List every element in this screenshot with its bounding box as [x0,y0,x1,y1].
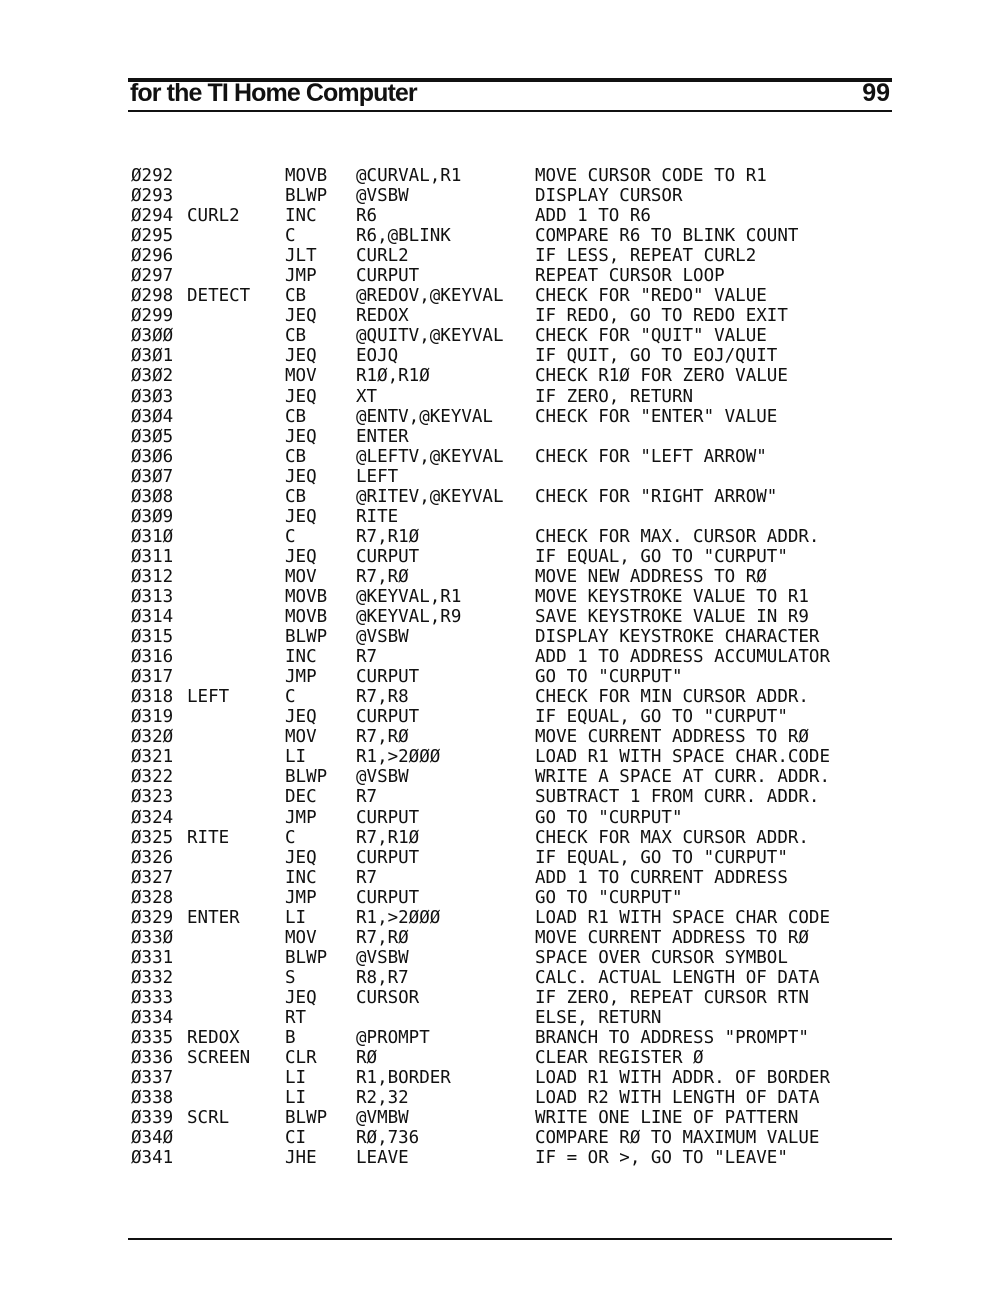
operand: @REDOV,@KEYVAL [356,286,504,307]
line-number: Ø32Ø [131,727,174,748]
opcode: JEQ [285,346,317,367]
line-number: Ø3Ø7 [131,466,174,487]
opcode: CLR [285,1048,317,1069]
listing-row [131,527,891,547]
listing-row [131,627,891,647]
opcode: JEQ [285,506,317,527]
opcode: JMP [285,807,317,828]
listing-row [131,567,891,587]
listing-row [131,467,891,487]
listing-row [131,647,891,667]
opcode: JEQ [285,306,317,327]
listing-row [131,1108,891,1128]
operand: @PROMPT [356,1028,430,1049]
operand: CURPUT [356,887,420,908]
comment: GO TO "CURPUT" [535,887,683,908]
listing-row [131,948,891,968]
operand: R2,32 [356,1088,409,1109]
operand: CURPUT [356,707,420,728]
comment: GO TO "CURPUT" [535,667,683,688]
comment: CHECK FOR "LEFT ARROW" [535,446,767,467]
line-number: Ø3Ø1 [131,346,174,367]
comment: ADD 1 TO ADDRESS ACCUMULATOR [535,647,831,668]
line-number: Ø322 [131,767,174,788]
line-number: Ø324 [131,807,174,828]
operand: REDOX [356,306,409,327]
operand: @KEYVAL,R9 [356,607,462,628]
comment: IF QUIT, GO TO EOJ/QUIT [535,346,778,367]
comment: LOAD R1 WITH ADDR. OF BORDER [535,1068,831,1089]
listing-row [131,306,891,326]
opcode: LI [285,1068,307,1089]
label: RITE [187,827,230,848]
opcode: CI [285,1128,307,1149]
line-number: Ø33Ø [131,927,174,948]
label: SCRL [187,1108,230,1129]
comment: SAVE KEYSTROKE VALUE IN R9 [535,607,809,628]
comment: CHECK FOR "QUIT" VALUE [535,326,767,347]
comment: IF = OR >, GO TO "LEAVE" [535,1148,788,1169]
listing-row [131,587,891,607]
comment: IF ZERO, REPEAT CURSOR RTN [535,987,809,1008]
listing-row [131,687,891,707]
listing-row [131,747,891,767]
opcode: CB [285,286,307,307]
operand: R8,R7 [356,967,409,988]
opcode: JEQ [285,847,317,868]
line-number: Ø293 [131,186,174,207]
listing-row [131,1128,891,1148]
line-number: Ø3Ø5 [131,426,174,447]
opcode: JMP [285,887,317,908]
comment: CHECK FOR "ENTER" VALUE [535,406,778,427]
opcode: MOV [285,566,317,587]
opcode: BLWP [285,627,328,648]
line-number: Ø331 [131,947,174,968]
opcode: BLWP [285,1108,328,1129]
opcode: CB [285,446,307,467]
operand: R1,>2ØØØ [356,907,441,928]
operand: R6 [356,206,378,227]
opcode: MOVB [285,586,328,607]
line-number: Ø316 [131,647,174,668]
line-number: Ø298 [131,286,174,307]
line-number: Ø333 [131,987,174,1008]
line-number: Ø326 [131,847,174,868]
operand: @VSBW [356,627,409,648]
listing-row [131,266,891,286]
running-title: for the TI Home Computer [130,79,417,107]
operand: R1Ø,R1Ø [356,366,430,387]
line-number: Ø339 [131,1108,174,1129]
operand: R7,RØ [356,727,409,748]
line-number: Ø332 [131,967,174,988]
listing-row [131,968,891,988]
operand: R7,RØ [356,566,409,587]
listing-row [131,206,891,226]
comment: COMPARE R6 TO BLINK COUNT [535,226,799,247]
operand: CURPUT [356,667,420,688]
listing-row [131,166,891,186]
comment: LOAD R1 WITH SPACE CHAR.CODE [535,747,831,768]
comment: MOVE CURRENT ADDRESS TO RØ [535,927,809,948]
opcode: C [285,827,296,848]
comment: MOVE CURSOR CODE TO R1 [535,166,767,186]
opcode: JLT [285,246,317,267]
listing-row [131,1028,891,1048]
opcode: JEQ [285,466,317,487]
line-number: Ø299 [131,306,174,327]
listing-row [131,487,891,507]
line-number: Ø323 [131,787,174,808]
header-bottom-rule [128,110,892,112]
opcode: DEC [285,787,317,808]
comment: MOVE CURRENT ADDRESS TO RØ [535,727,809,748]
listing-row [131,407,891,427]
operand: CURL2 [356,246,409,267]
line-number: Ø317 [131,667,174,688]
comment: IF LESS, REPEAT CURL2 [535,246,757,267]
line-number: Ø341 [131,1148,174,1169]
listing-row [131,988,891,1008]
label: REDOX [187,1028,240,1049]
line-number: Ø336 [131,1048,174,1069]
listing-row [131,387,891,407]
opcode: JEQ [285,707,317,728]
line-number: Ø3Ø4 [131,406,174,427]
comment: CHECK FOR MAX CURSOR ADDR. [535,827,809,848]
line-number: Ø3ØØ [131,326,174,347]
opcode: CB [285,406,307,427]
opcode: LI [285,747,307,768]
comment: IF EQUAL, GO TO "CURPUT" [535,546,788,567]
line-number: Ø296 [131,246,174,267]
opcode: INC [285,647,317,668]
label: CURL2 [187,206,240,227]
listing-row [131,868,891,888]
operand: LEFT [356,466,399,487]
comment: REPEAT CURSOR LOOP [535,266,725,287]
line-number: Ø3Ø3 [131,386,174,407]
line-number: Ø294 [131,206,174,227]
listing-row [131,1048,891,1068]
opcode: CB [285,326,307,347]
page-header [128,78,892,112]
comment: GO TO "CURPUT" [535,807,683,828]
opcode: JMP [285,667,317,688]
operand: @VSBW [356,767,409,788]
operand: R7 [356,647,378,668]
listing-row [131,607,891,627]
comment: IF REDO, GO TO REDO EXIT [535,306,788,327]
comment: IF EQUAL, GO TO "CURPUT" [535,707,788,728]
opcode: RT [285,1007,307,1028]
listing-row [131,888,891,908]
opcode: MOV [285,727,317,748]
operand: CURPUT [356,847,420,868]
opcode: C [285,687,296,708]
listing-row [131,286,891,306]
line-number: Ø327 [131,867,174,888]
operand: R7,R1Ø [356,526,420,547]
opcode: LI [285,1088,307,1109]
operand: R7,R8 [356,687,409,708]
line-number: Ø311 [131,546,174,567]
opcode: JEQ [285,546,317,567]
comment: CHECK FOR "RIGHT ARROW" [535,486,778,507]
listing-row [131,1148,891,1168]
comment: LOAD R2 WITH LENGTH OF DATA [535,1088,820,1109]
comment: SPACE OVER CURSOR SYMBOL [535,947,788,968]
line-number: Ø3Ø9 [131,506,174,527]
line-number: Ø338 [131,1088,174,1109]
line-number: Ø295 [131,226,174,247]
listing-row [131,427,891,447]
opcode: C [285,226,296,247]
comment: ELSE, RETURN [535,1007,662,1028]
operand: @QUITV,@KEYVAL [356,326,504,347]
line-number: Ø335 [131,1028,174,1049]
page-number: 99 [862,79,890,107]
comment: MOVE NEW ADDRESS TO RØ [535,566,767,587]
line-number: Ø314 [131,607,174,628]
opcode: JEQ [285,386,317,407]
operand: CURSOR [356,987,420,1008]
operand: XT [356,386,378,407]
operand: @LEFTV,@KEYVAL [356,446,504,467]
operand: @VSBW [356,186,409,207]
line-number: Ø312 [131,566,174,587]
listing-row [131,767,891,787]
listing-row [131,326,891,346]
comment: ADD 1 TO CURRENT ADDRESS [535,867,788,888]
listing-row [131,727,891,747]
listing-row [131,707,891,727]
listing-row [131,848,891,868]
label: DETECT [187,286,251,307]
operand: @ENTV,@KEYVAL [356,406,493,427]
listing-row [131,186,891,206]
label: SCREEN [187,1048,251,1069]
listing-row [131,808,891,828]
opcode: CB [285,486,307,507]
listing-row [131,1068,891,1088]
comment: IF EQUAL, GO TO "CURPUT" [535,847,788,868]
listing-row [131,928,891,948]
listing-row [131,908,891,928]
opcode: BLWP [285,767,328,788]
comment: CHECK FOR MIN CURSOR ADDR. [535,687,809,708]
assembly-listing [131,166,891,1168]
line-number: Ø31Ø [131,526,174,547]
label: ENTER [187,907,240,928]
operand: @KEYVAL,R1 [356,586,462,607]
opcode: MOVB [285,166,328,186]
listing-row [131,246,891,266]
line-number: Ø321 [131,747,174,768]
comment: BRANCH TO ADDRESS "PROMPT" [535,1028,809,1049]
opcode: BLWP [285,947,328,968]
comment: ADD 1 TO R6 [535,206,651,227]
comment: CHECK R1Ø FOR ZERO VALUE [535,366,788,387]
footer-rule [128,1238,892,1240]
line-number: Ø329 [131,907,174,928]
comment: CHECK FOR MAX. CURSOR ADDR. [535,526,820,547]
line-number: Ø315 [131,627,174,648]
operand: ENTER [356,426,409,447]
line-number: Ø318 [131,687,174,708]
operand: CURPUT [356,546,420,567]
opcode: S [285,967,296,988]
operand: LEAVE [356,1148,409,1169]
opcode: LI [285,907,307,928]
line-number: Ø292 [131,166,174,186]
listing-row [131,1008,891,1028]
opcode: INC [285,867,317,888]
line-number: Ø3Ø8 [131,486,174,507]
listing-row [131,366,891,386]
opcode: C [285,526,296,547]
line-number: Ø325 [131,827,174,848]
comment: IF ZERO, RETURN [535,386,694,407]
listing-row [131,787,891,807]
comment: COMPARE RØ TO MAXIMUM VALUE [535,1128,820,1149]
operand: @VMBW [356,1108,409,1129]
comment: WRITE ONE LINE OF PATTERN [535,1108,799,1129]
listing-row [131,346,891,366]
opcode: JEQ [285,987,317,1008]
opcode: MOV [285,366,317,387]
opcode: JHE [285,1148,317,1169]
opcode: JEQ [285,426,317,447]
operand: CURPUT [356,266,420,287]
comment: CALC. ACTUAL LENGTH OF DATA [535,967,820,988]
comment: SUBTRACT 1 FROM CURR. ADDR. [535,787,820,808]
comment: DISPLAY CURSOR [535,186,683,207]
comment: CLEAR REGISTER Ø [535,1048,704,1069]
operand: RØ [356,1048,378,1069]
opcode: MOV [285,927,317,948]
listing-row [131,226,891,246]
operand: R7,R1Ø [356,827,420,848]
comment: DISPLAY KEYSTROKE CHARACTER [535,627,820,648]
operand: EOJQ [356,346,399,367]
label: LEFT [187,687,230,708]
line-number: Ø337 [131,1068,174,1089]
comment: WRITE A SPACE AT CURR. ADDR. [535,767,831,788]
listing-row [131,507,891,527]
listing-row [131,667,891,687]
line-number: Ø34Ø [131,1128,174,1149]
line-number: Ø3Ø6 [131,446,174,467]
comment: CHECK FOR "REDO" VALUE [535,286,767,307]
line-number: Ø313 [131,586,174,607]
listing-row [131,1088,891,1108]
listing-row [131,447,891,467]
operand: R7 [356,867,378,888]
opcode: MOVB [285,607,328,628]
operand: @VSBW [356,947,409,968]
line-number: Ø328 [131,887,174,908]
operand: R1,BORDER [356,1068,451,1089]
operand: R7,RØ [356,927,409,948]
operand: R6,@BLINK [356,226,451,247]
operand: R1,>2ØØØ [356,747,441,768]
line-number: Ø297 [131,266,174,287]
opcode: BLWP [285,186,328,207]
opcode: JMP [285,266,317,287]
listing-row [131,828,891,848]
operand: @CURVAL,R1 [356,166,462,186]
opcode: INC [285,206,317,227]
operand: CURPUT [356,807,420,828]
operand: RITE [356,506,399,527]
listing-row [131,547,891,567]
operand: RØ,736 [356,1128,420,1149]
comment: LOAD R1 WITH SPACE CHAR CODE [535,907,831,928]
comment: MOVE KEYSTROKE VALUE TO R1 [535,586,809,607]
opcode: B [285,1028,296,1049]
operand: @RITEV,@KEYVAL [356,486,504,507]
line-number: Ø319 [131,707,174,728]
line-number: Ø334 [131,1007,174,1028]
operand: R7 [356,787,378,808]
line-number: Ø3Ø2 [131,366,174,387]
